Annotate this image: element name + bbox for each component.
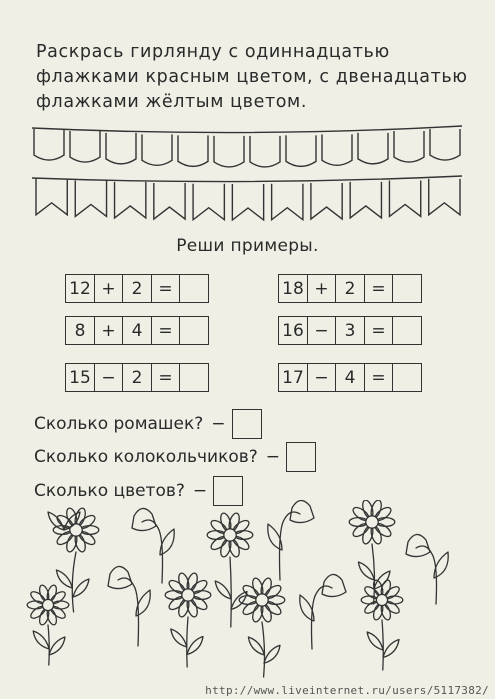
bell bbox=[108, 566, 150, 646]
answer-box[interactable] bbox=[179, 316, 209, 345]
garland-flag bbox=[389, 180, 420, 216]
source-url: http://www.liveinternet.ru/users/5117382/ bbox=[205, 684, 489, 697]
bell bbox=[132, 508, 174, 583]
bell bbox=[300, 574, 346, 649]
garland-flag bbox=[250, 136, 280, 167]
garland-bottom[interactable] bbox=[30, 172, 465, 232]
task-line-3: флажками жёлтым цветом. bbox=[36, 92, 308, 112]
num-cell: 16 bbox=[278, 316, 308, 345]
daisy bbox=[165, 572, 211, 667]
eq-cell: = bbox=[151, 316, 181, 345]
question-dash: − bbox=[211, 414, 226, 434]
garland-flag bbox=[350, 182, 381, 218]
question-daisies bbox=[34, 409, 262, 439]
num-cell: 2 bbox=[122, 363, 152, 392]
num-cell: 12 bbox=[65, 274, 95, 303]
answer-box[interactable] bbox=[392, 274, 422, 303]
garland-top[interactable] bbox=[30, 120, 465, 180]
op-cell: − bbox=[307, 363, 337, 392]
eq-cell: = bbox=[364, 363, 394, 392]
num-cell: 18 bbox=[278, 274, 308, 303]
answer-box[interactable] bbox=[179, 274, 209, 303]
garland-flag bbox=[286, 135, 316, 166]
answer-box[interactable] bbox=[392, 363, 422, 392]
daisy bbox=[207, 512, 253, 627]
eq-cell: = bbox=[151, 274, 181, 303]
garland-flag bbox=[115, 182, 146, 218]
garland-flag bbox=[193, 184, 224, 220]
garland-flag bbox=[178, 135, 208, 166]
question-dash: − bbox=[192, 481, 208, 501]
num-cell: 2 bbox=[122, 274, 152, 303]
example-row-left-2 bbox=[65, 316, 209, 345]
num-cell: 2 bbox=[335, 274, 365, 303]
garland-flag bbox=[311, 183, 342, 219]
op-cell: − bbox=[94, 363, 124, 392]
garland-flag bbox=[75, 180, 106, 216]
question-dash: − bbox=[265, 447, 281, 467]
eq-cell: = bbox=[364, 316, 394, 345]
eq-cell: = bbox=[151, 363, 181, 392]
garland-flag bbox=[429, 179, 460, 215]
garland-flag bbox=[394, 131, 424, 162]
task-line-1: Раскрась гирлянду с одиннадцатью bbox=[36, 42, 390, 62]
garland-flag bbox=[232, 184, 263, 220]
daisy bbox=[27, 584, 69, 665]
question-bells bbox=[34, 442, 316, 472]
example-row-right-2 bbox=[278, 316, 422, 345]
garland-rope bbox=[32, 176, 462, 182]
solve-title: Реши примеры. bbox=[176, 236, 319, 256]
num-cell: 17 bbox=[278, 363, 308, 392]
daisy bbox=[361, 579, 403, 670]
garland-flag bbox=[154, 183, 185, 219]
op-cell: + bbox=[307, 274, 337, 303]
op-cell: + bbox=[94, 274, 124, 303]
example-row-left-1 bbox=[65, 274, 209, 303]
task-instruction bbox=[36, 40, 466, 115]
garland-rope bbox=[32, 126, 462, 133]
bell bbox=[268, 500, 314, 580]
question-text: Сколько ромашек? bbox=[34, 414, 204, 434]
flowers-illustration[interactable] bbox=[0, 500, 495, 685]
garland-flag bbox=[142, 134, 172, 165]
garland-flag bbox=[214, 136, 244, 167]
num-cell: 3 bbox=[335, 316, 365, 345]
eq-cell: = bbox=[364, 274, 394, 303]
garland-flag bbox=[322, 134, 352, 165]
num-cell: 4 bbox=[335, 363, 365, 392]
garland-flag bbox=[70, 131, 100, 162]
num-cell: 8 bbox=[65, 316, 95, 345]
garland-flag bbox=[430, 129, 460, 160]
num-cell: 15 bbox=[65, 363, 95, 392]
answer-box[interactable] bbox=[179, 363, 209, 392]
garland-flag bbox=[36, 179, 67, 215]
example-row-right-1 bbox=[278, 274, 422, 303]
num-cell: 4 bbox=[122, 316, 152, 345]
task-line-2: флажками красным цветом, с двенадцатью bbox=[36, 67, 468, 87]
op-cell: + bbox=[94, 316, 124, 345]
garland-flag bbox=[34, 129, 64, 160]
bell bbox=[406, 534, 448, 604]
question-text: Сколько цветов? bbox=[34, 481, 185, 501]
garland-flag bbox=[106, 133, 136, 164]
garland-flag bbox=[358, 133, 388, 164]
question-text: Сколько колокольчиков? bbox=[34, 447, 258, 467]
example-row-left-3 bbox=[65, 363, 209, 392]
garland-flag bbox=[272, 184, 303, 220]
op-cell: − bbox=[307, 316, 337, 345]
answer-box[interactable] bbox=[232, 409, 262, 439]
answer-box[interactable] bbox=[286, 442, 316, 472]
example-row-right-3 bbox=[278, 363, 422, 392]
answer-box[interactable] bbox=[392, 316, 422, 345]
